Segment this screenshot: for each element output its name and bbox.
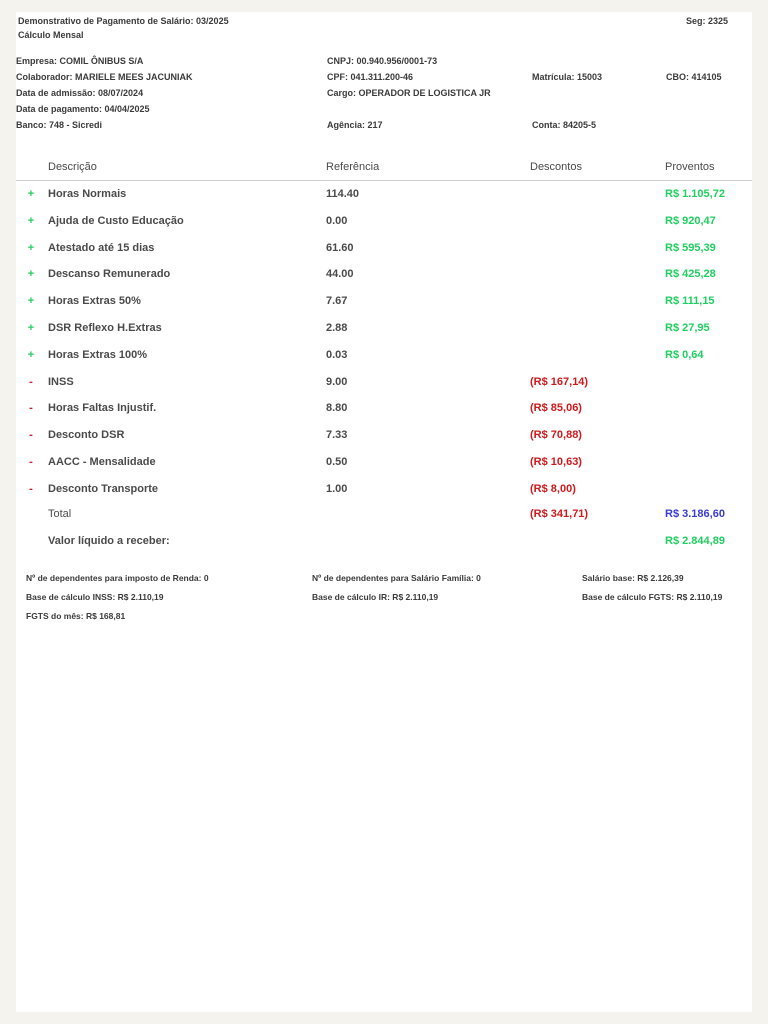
table-row [16, 402, 752, 428]
col-header-descricao: Descrição [48, 161, 97, 173]
cbo: CBO: 414105 [666, 72, 722, 82]
row-description: AACC - Mensalidade [48, 456, 156, 468]
minus-sign: - [29, 456, 33, 468]
row-desconto: (R$ 70,88) [530, 429, 582, 442]
row-provento: R$ 595,39 [665, 241, 716, 254]
minus-sign: - [29, 429, 33, 442]
row-reference: 7.67 [326, 295, 348, 308]
minus-sign: - [29, 402, 33, 415]
salario-base: Salário base: R$ 2.126,39 [582, 573, 684, 583]
plus-sign: + [27, 295, 35, 308]
table-row [16, 242, 752, 268]
col-header-descontos: Descontos [530, 161, 582, 173]
cnpj: CNPJ: 00.940.956/0001-73 [327, 56, 438, 66]
base-fgts: Base de cálculo FGTS: R$ 2.110,19 [582, 592, 723, 602]
row-description: Desconto Transporte [48, 482, 159, 495]
total-proventos: R$ 3.186,60 [665, 508, 725, 520]
plus-sign: + [27, 241, 35, 254]
plus-sign: + [27, 214, 35, 227]
col-header-referencia: Referência [326, 161, 380, 173]
row-description: Horas Faltas Injustif. [48, 402, 157, 415]
plus-sign: + [27, 268, 35, 281]
seg-number: Seg: 2325 [686, 16, 729, 26]
dependentes-ir: Nº de dependentes para imposto de Renda: 0 [26, 573, 209, 583]
table-row [16, 483, 752, 509]
calc-type: Cálculo Mensal [18, 30, 84, 40]
row-provento: R$ 425,28 [665, 268, 716, 281]
row-description: Horas Extras 50% [48, 295, 141, 308]
dependentes-salario-familia: Nº de dependentes para Salário Família: 0 [312, 573, 481, 583]
row-desconto: (R$ 85,06) [530, 402, 582, 415]
matricula: Matrícula: 15003 [532, 72, 603, 82]
minus-sign: - [29, 482, 33, 495]
table-row [16, 215, 752, 241]
payslip-sheet [16, 12, 752, 1012]
table-row [16, 268, 752, 294]
plus-sign: + [27, 348, 35, 361]
row-description: INSS [48, 375, 74, 388]
payslip-title: Demonstrativo de Pagamento de Salário: 03/2025 [18, 16, 229, 26]
net-value-row [16, 535, 752, 561]
row-desconto: (R$ 167,14) [530, 375, 589, 388]
banco: Banco: 748 - Sicredi [16, 120, 103, 130]
row-reference: 44.00 [326, 268, 354, 281]
row-description: Descanso Remunerado [48, 268, 171, 281]
col-header-proventos: Proventos [665, 161, 715, 173]
row-provento: R$ 111,15 [665, 295, 715, 308]
row-reference: 61.60 [326, 241, 354, 254]
fgts-mes: FGTS do mês: R$ 168,81 [26, 611, 126, 621]
table-row [16, 322, 752, 348]
minus-sign: - [29, 375, 33, 388]
row-reference: 114.40 [326, 188, 360, 200]
header-divider [16, 180, 752, 181]
total-descontos: (R$ 341,71) [530, 508, 589, 520]
row-provento: R$ 0,64 [665, 348, 704, 361]
agencia: Agência: 217 [327, 120, 383, 130]
base-inss: Base de cálculo INSS: R$ 2.110,19 [26, 592, 164, 602]
table-row [16, 456, 752, 482]
row-reference: 0.50 [326, 456, 348, 468]
plus-sign: + [27, 322, 35, 334]
empresa: Empresa: COMIL ÔNIBUS S/A [16, 56, 144, 66]
data-pagamento: Data de pagamento: 04/04/2025 [16, 104, 150, 114]
row-reference: 2.88 [326, 322, 348, 334]
row-provento: R$ 1.105,72 [665, 188, 725, 200]
total-label: Total [48, 508, 72, 520]
table-row [16, 429, 752, 455]
row-reference: 0.03 [326, 348, 348, 361]
table-row [16, 295, 752, 321]
row-reference: 7.33 [326, 429, 348, 442]
row-reference: 0.00 [326, 214, 348, 227]
net-value: R$ 2.844,89 [665, 535, 725, 547]
row-description: Atestado até 15 dias [48, 241, 155, 254]
row-description: Ajuda de Custo Educação [48, 214, 184, 227]
data-admissao: Data de admissão: 08/07/2024 [16, 88, 144, 98]
base-ir: Base de cálculo IR: R$ 2.110,19 [312, 592, 439, 602]
row-desconto: (R$ 10,63) [530, 456, 582, 468]
table-row [16, 376, 752, 402]
plus-sign: + [27, 188, 35, 200]
table-row [16, 349, 752, 375]
colaborador: Colaborador: MARIELE MEES JACUNIAK [16, 72, 193, 82]
row-desconto: (R$ 8,00) [530, 482, 576, 495]
cargo: Cargo: OPERADOR DE LOGISTICA JR [327, 88, 491, 98]
row-provento: R$ 920,47 [665, 214, 716, 227]
net-value-label: Valor líquido a receber: [48, 535, 170, 547]
cpf: CPF: 041.311.200-46 [327, 72, 414, 82]
row-provento: R$ 27,95 [665, 322, 710, 334]
row-description: Horas Normais [48, 188, 127, 200]
row-reference: 1.00 [326, 482, 348, 495]
table-row [16, 188, 752, 214]
row-description: Desconto DSR [48, 429, 125, 442]
conta: Conta: 84205-5 [532, 120, 597, 130]
row-description: Horas Extras 100% [48, 348, 148, 361]
row-reference: 9.00 [326, 375, 348, 388]
total-row [16, 508, 752, 534]
row-description: DSR Reflexo H.Extras [48, 322, 162, 334]
row-reference: 8.80 [326, 402, 348, 415]
